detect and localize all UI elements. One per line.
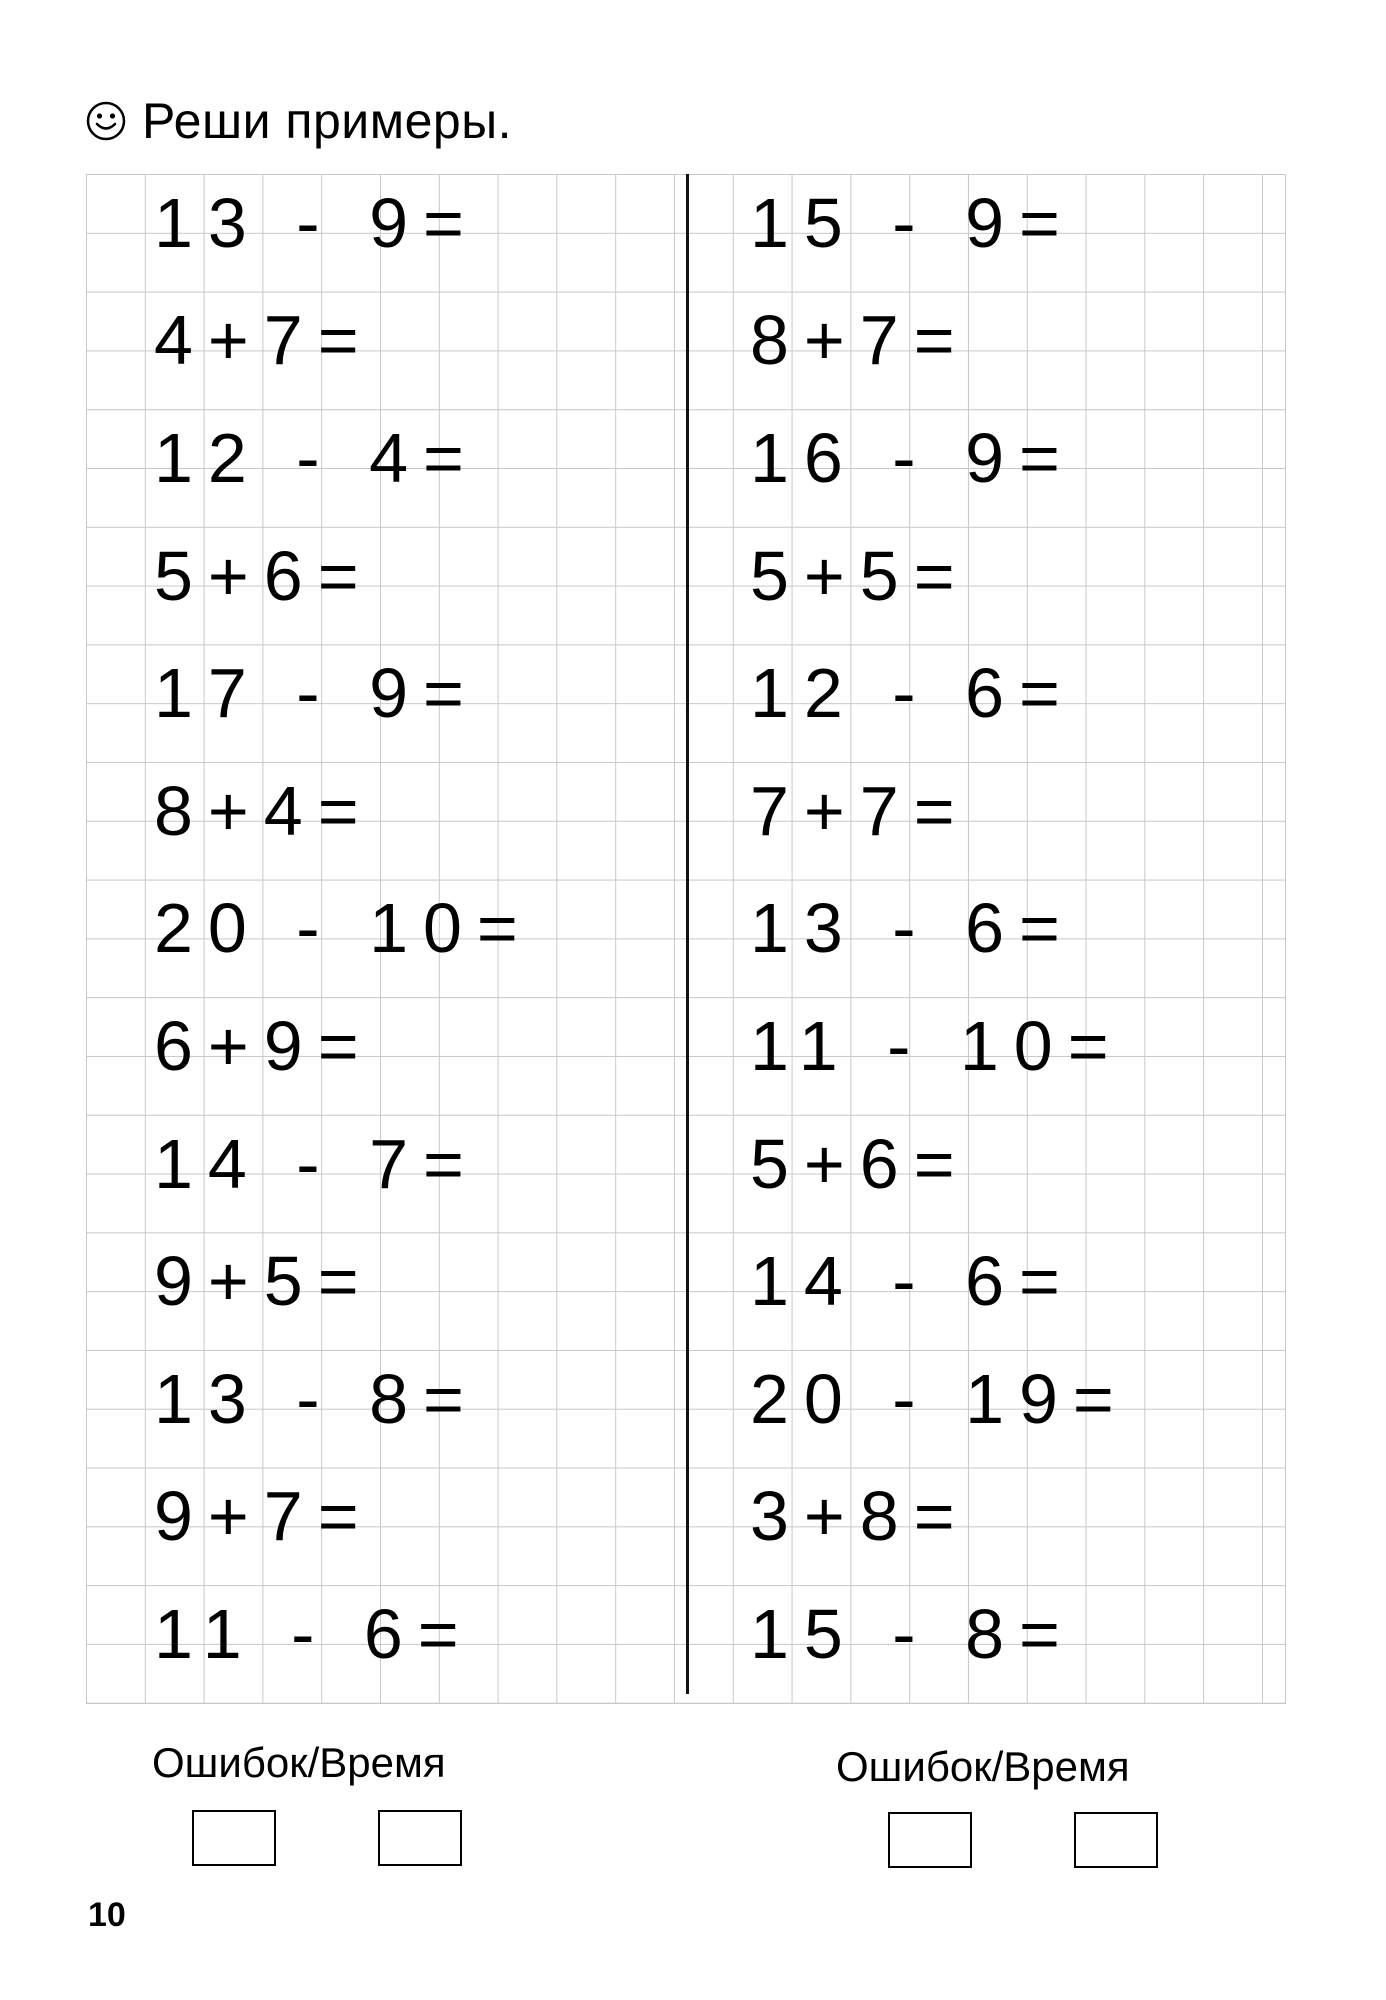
exercise: 11 - 10= bbox=[750, 1006, 1124, 1085]
left-exercise-column bbox=[154, 164, 533, 1693]
exercise: 8+7= bbox=[750, 301, 970, 380]
smiley-icon bbox=[86, 101, 126, 141]
exercise: 5+6= bbox=[750, 1124, 970, 1203]
exercise: 14 - 7= bbox=[154, 1124, 479, 1203]
exercise: 5+5= bbox=[750, 536, 970, 615]
task-title bbox=[86, 86, 512, 156]
exercise: 12 - 6= bbox=[750, 654, 1075, 733]
title-text: Реши примеры. bbox=[142, 93, 513, 149]
right-exercise-column bbox=[750, 164, 1129, 1693]
exercise: 14 - 6= bbox=[750, 1242, 1075, 1321]
exercise: 15 - 8= bbox=[750, 1594, 1075, 1673]
exercise: 11 - 6= bbox=[154, 1594, 474, 1673]
page-number: 10 bbox=[88, 1896, 126, 1934]
time-box-left[interactable] bbox=[378, 1810, 462, 1866]
errors-time-label-right: Ошибок/Время bbox=[836, 1743, 1130, 1790]
exercise: 13 - 9= bbox=[154, 183, 479, 262]
exercise: 4+7= bbox=[154, 301, 374, 380]
exercise: 7+7= bbox=[750, 771, 970, 850]
errors-box-right[interactable] bbox=[888, 1812, 972, 1868]
exercise: 9+7= bbox=[154, 1477, 374, 1556]
errors-box-left[interactable] bbox=[192, 1810, 276, 1866]
exercise: 13 - 8= bbox=[154, 1359, 479, 1438]
exercise: 15 - 9= bbox=[750, 183, 1075, 262]
exercise: 3+8= bbox=[750, 1477, 970, 1556]
exercise: 13 - 6= bbox=[750, 889, 1075, 968]
exercise: 12 - 4= bbox=[154, 418, 479, 497]
exercise: 20 - 10= bbox=[154, 889, 533, 968]
exercise: 5+6= bbox=[154, 536, 374, 615]
errors-time-label-left: Ошибок/Время bbox=[152, 1739, 446, 1786]
exercise: 8+4= bbox=[154, 771, 374, 850]
exercise: 9+5= bbox=[154, 1242, 374, 1321]
column-divider bbox=[686, 174, 689, 1694]
exercise: 6+9= bbox=[154, 1006, 374, 1085]
time-box-right[interactable] bbox=[1074, 1812, 1158, 1868]
exercise: 17 - 9= bbox=[154, 654, 479, 733]
exercise: 16 - 9= bbox=[750, 418, 1075, 497]
exercise: 20 - 19= bbox=[750, 1359, 1129, 1438]
